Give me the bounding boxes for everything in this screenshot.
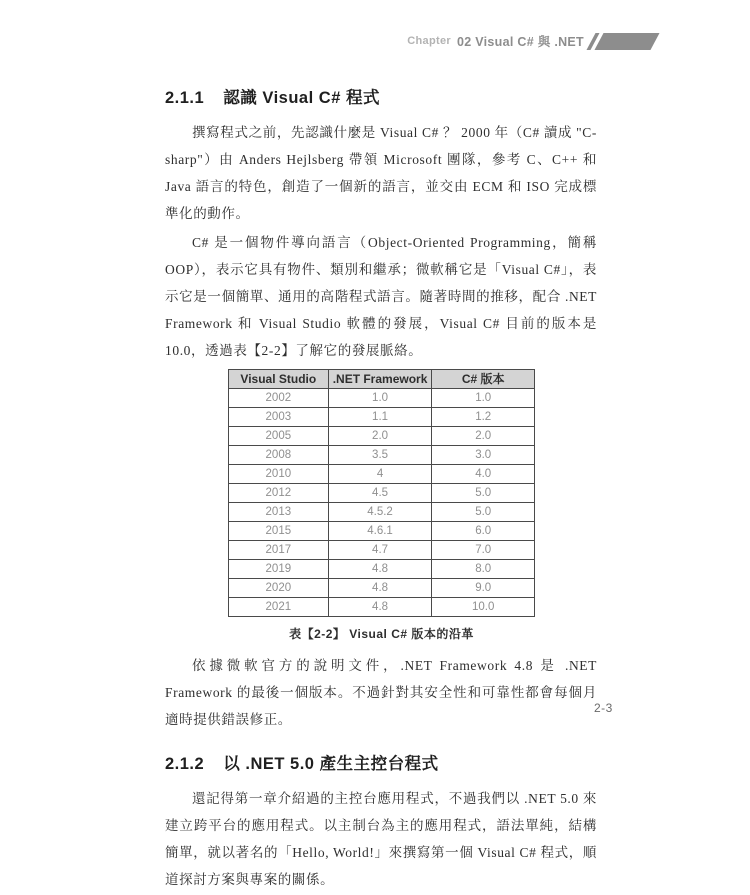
page-number: 2-3 <box>594 701 613 715</box>
table-cell: 1.0 <box>328 389 432 408</box>
table-cell: 1.2 <box>432 408 535 427</box>
table-row <box>229 389 535 408</box>
table-cell: 4.7 <box>328 541 432 560</box>
table-cell: 4.5 <box>328 484 432 503</box>
table-cell: 2.0 <box>432 427 535 446</box>
table-cell: 2003 <box>229 408 329 427</box>
version-table <box>228 369 535 617</box>
page-content <box>165 84 597 895</box>
table-row <box>229 465 535 484</box>
table-header-cell: Visual Studio <box>229 370 329 389</box>
running-header <box>407 32 655 50</box>
table-row <box>229 522 535 541</box>
table-row <box>229 484 535 503</box>
table-cell: 2015 <box>229 522 329 541</box>
table-cell: 4.6.1 <box>328 522 432 541</box>
paragraph: C# 是一個物件導向語言（Object-Oriented Programming，簡稱 OOP），表示它具有物件、類別和繼承；微軟稱它是「Visual C#」，表示它是一個簡單、通用的高階程式語言。隨著時間的推移，配合 .NET Framework 和 Visual Studio 軟體的發展，Visual C# 目前的版本是 10.0，透過表【2-2】了解它的發展脈絡。 <box>165 235 597 358</box>
table-row <box>229 598 535 617</box>
table-cell: 2012 <box>229 484 329 503</box>
version-table-wrap <box>228 369 535 617</box>
section-number: 2.1.1 <box>165 89 205 107</box>
table-row <box>229 541 535 560</box>
table-header-row <box>229 370 535 389</box>
table-cell: 4.8 <box>328 579 432 598</box>
table-cell: 2017 <box>229 541 329 560</box>
table-row <box>229 560 535 579</box>
table-cell: 2020 <box>229 579 329 598</box>
table-cell: 2010 <box>229 465 329 484</box>
table-caption: 表【2-2】 Visual C# 版本的沿革 <box>289 627 474 641</box>
table-cell: 2021 <box>229 598 329 617</box>
table-cell: 4 <box>328 465 432 484</box>
table-cell: 2002 <box>229 389 329 408</box>
chapter-label: Chapter <box>407 35 451 47</box>
paragraph: 依據微軟官方的說明文件，.NET Framework 4.8 是 .NET Framework 的最後一個版本。不過針對其安全性和可靠性都會每個月適時提供錯誤修正。 <box>165 658 597 727</box>
table-cell: 4.0 <box>432 465 535 484</box>
table-cell: 8.0 <box>432 560 535 579</box>
table-cell: 4.5.2 <box>328 503 432 522</box>
table-cell: 10.0 <box>432 598 535 617</box>
table-cell: 2.0 <box>328 427 432 446</box>
section-heading-2-1-1 <box>165 84 597 108</box>
table-cell: 5.0 <box>432 503 535 522</box>
table-cell: 9.0 <box>432 579 535 598</box>
header-bar-decoration <box>594 33 659 50</box>
table-row <box>229 427 535 446</box>
table-cell: 6.0 <box>432 522 535 541</box>
paragraph: 還記得第一章介紹過的主控台應用程式，不過我們以 .NET 5.0 來建立跨平台的應用程式。以主制台為主的應用程式，語法單純，結構簡單，就以著名的「Hello, World!」來撰寫第一個 Visual C# 程式，順道探討方案與專案的關係。 <box>165 791 597 887</box>
table-header-cell: C# 版本 <box>432 370 535 389</box>
table-row <box>229 446 535 465</box>
table-header-cell: .NET Framework <box>328 370 432 389</box>
section-title: 認識 Visual C# 程式 <box>223 89 380 107</box>
table-cell: 3.0 <box>432 446 535 465</box>
table-cell: 1.1 <box>328 408 432 427</box>
paragraph: 撰寫程式之前，先認識什麼是 Visual C# ？ 2000 年（C# 讀成 "C-sharp"）由 Anders Hejlsberg 帶領 Microsoft 團隊，參考 C、C++ 和 Java 語言的特色，創造了一個新的語言，並交由 ECM 和 ISO 完成標準化的動作。 <box>165 125 597 221</box>
chapter-title: 02 Visual C# 與 .NET <box>456 35 584 49</box>
table-cell: 2019 <box>229 560 329 579</box>
table-cell: 2013 <box>229 503 329 522</box>
table-cell: 5.0 <box>432 484 535 503</box>
table-cell: 2005 <box>229 427 329 446</box>
table-cell: 7.0 <box>432 541 535 560</box>
table-cell: 3.5 <box>328 446 432 465</box>
table-cell: 1.0 <box>432 389 535 408</box>
section-heading-2-1-2 <box>165 750 597 774</box>
table-row <box>229 579 535 598</box>
section-number: 2.1.2 <box>165 755 205 773</box>
table-row <box>229 503 535 522</box>
table-row <box>229 408 535 427</box>
section-title: 以 .NET 5.0 產生主控台程式 <box>223 755 439 773</box>
table-cell: 2008 <box>229 446 329 465</box>
table-cell: 4.8 <box>328 598 432 617</box>
table-cell: 4.8 <box>328 560 432 579</box>
